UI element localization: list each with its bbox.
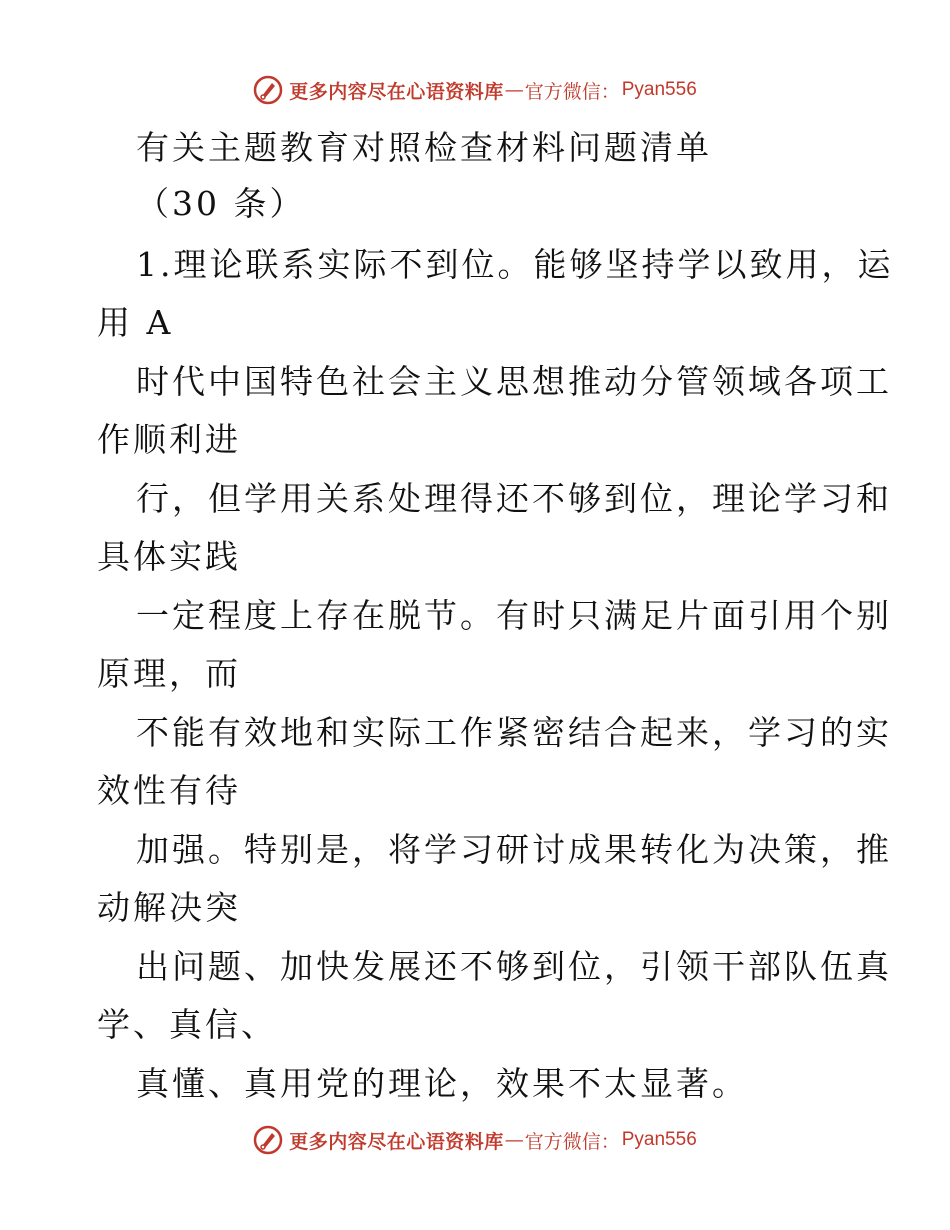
document-title: 有关主题教育对照检查材料问题清单	[136, 128, 712, 167]
text-line: 1.理论联系实际不到位。能够坚持学以致用，运	[136, 245, 894, 284]
item-count-note: （30 条）	[136, 184, 306, 223]
text-line: 效性有待	[97, 771, 241, 810]
watermark-main-text: 更多内容尽在心语资料库	[289, 80, 504, 103]
text-line: 不能有效地和实际工作紧密结合起来，学习的实	[136, 713, 892, 752]
watermark-separator: —	[504, 1129, 524, 1151]
pen-nib-logo-icon	[253, 1125, 283, 1155]
footer-watermark	[0, 1120, 950, 1160]
text-line: 具体实践	[97, 537, 241, 576]
text-line: 真懂、真用党的理论，效果不太显著。	[136, 1064, 748, 1103]
watermark-wechat-id: Pyan556	[621, 1129, 697, 1150]
watermark-official-label: 官方微信：	[524, 1130, 620, 1153]
text-line: 时代中国特色社会主义思想推动分管领域各项工	[136, 362, 892, 401]
text-line: 作顺利进	[97, 420, 241, 459]
watermark-official-label: 官方微信：	[524, 80, 620, 103]
text-line: 出问题、加快发展还不够到位，引领干部队伍真	[136, 947, 892, 986]
text-line: 加强。特别是，将学习研讨成果转化为决策，推	[136, 830, 892, 869]
header-watermark	[0, 70, 950, 110]
watermark-main-text: 更多内容尽在心语资料库	[289, 1130, 504, 1153]
text-line: 一定程度上存在脱节。有时只满足片面引用个别	[136, 596, 892, 635]
text-line: 用 A	[97, 303, 174, 342]
text-line: 学、真信、	[97, 1005, 277, 1044]
watermark-separator: —	[504, 79, 524, 101]
text-line: 原理，而	[97, 654, 241, 693]
text-line: 动解决突	[97, 888, 241, 927]
pen-nib-logo-icon	[253, 75, 283, 105]
text-line: 行，但学用关系处理得还不够到位，理论学习和	[136, 479, 892, 518]
watermark-wechat-id: Pyan556	[621, 79, 697, 100]
